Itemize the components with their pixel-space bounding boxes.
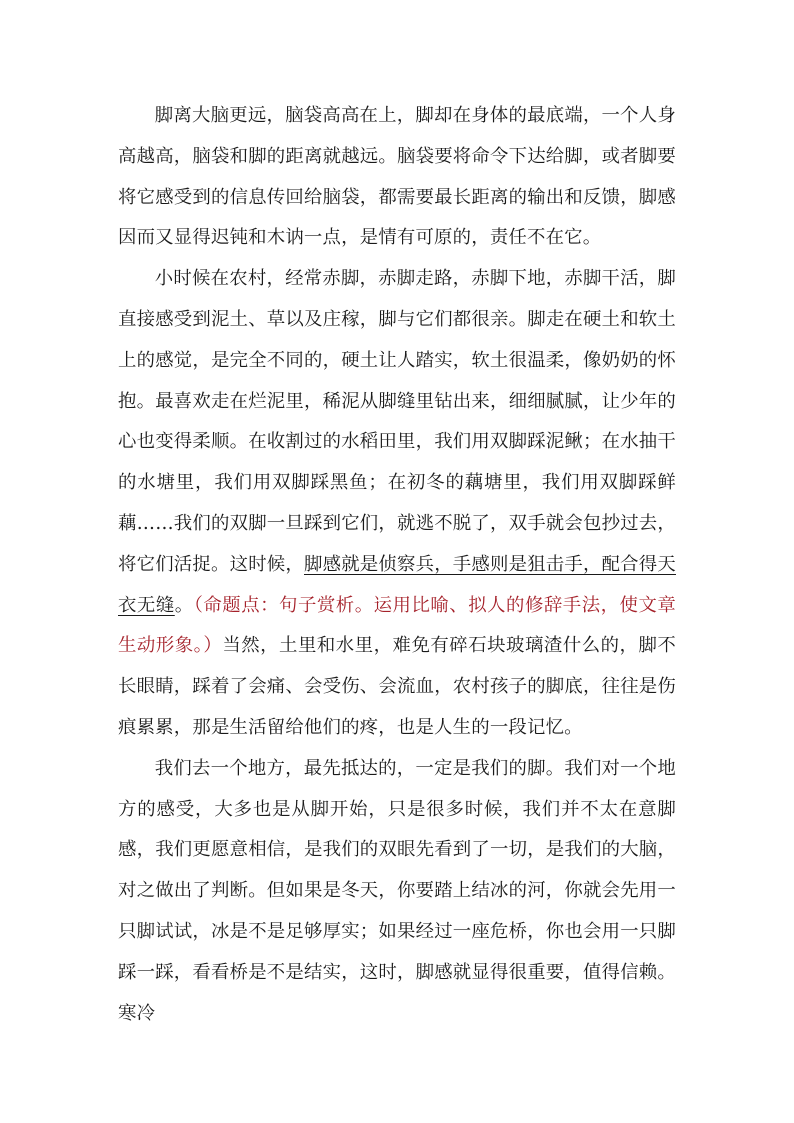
paragraph-2-text-after: 当然，土里和水里，难免有碎石块玻璃渣什么的，脚不长眼睛，踩着了会痛、会受伤、会流血，农村孩子的脚底，往往是伤痕累累，那是生活留给他们的疼，也是人生的一段记忆。 bbox=[118, 635, 676, 738]
paragraph-3 bbox=[118, 749, 676, 1035]
paragraph-2-period: 。 bbox=[174, 594, 194, 616]
paragraph-2 bbox=[118, 259, 676, 749]
paragraph-1-text: 脚离大脑更远，脑袋高高在上，脚却在身体的最底端，一个人身高越高，脑袋和脚的距离就越远。脑袋要将命令下达给脚，或者脚要将它感受到的信息传回给脑袋，都需要最长距离的输出和反馈，脚感因而又显得迟钝和木讷一点，是情有可原的，责任不在它。 bbox=[118, 105, 676, 249]
underlined-key-sentence: 脚感就是侦察兵，手感则是狙击手，配合得天衣无缝 bbox=[118, 553, 676, 616]
exam-annotation: （命题点：句子赏析。运用比喻、拟人的修辞手法，使文章生动形象。） bbox=[118, 594, 676, 657]
paragraph-3-text: 我们去一个地方，最先抵达的，一定是我们的脚。我们对一个地方的感受，大多也是从脚开始，只是很多时候，我们并不太在意脚感，我们更愿意相信，是我们的双眼先看到了一切，是我们的大脑，对之做出了判断。但如果是冬天，你要踏上结冰的河，你就会先用一只脚试试，冰是不是足够厚实；如果经过一座危桥，你也会用一只脚踩一踩，看看桥是不是结实，这时，脚感就显得很重要，值得信赖。寒冷 bbox=[118, 757, 676, 1024]
article-body bbox=[118, 96, 676, 1034]
paragraph-1 bbox=[118, 96, 676, 259]
paragraph-2-text-before: 小时候在农村，经常赤脚，赤脚走路，赤脚下地，赤脚干活，脚直接感受到泥土、草以及庄稼，脚与它们都很亲。脚走在硬土和软土上的感觉，是完全不同的，硬土让人踏实，软土很温柔，像奶奶的怀抱。最喜欢走在烂泥里，稀泥从脚缝里钻出来，细细腻腻，让少年的心也变得柔顺。在收割过的水稻田里，我们用双脚踩泥鳅；在水抽干的水塘里，我们用双脚踩黑鱼；在初冬的藕塘里，我们用双脚踩鲜藕……我们的双脚一旦踩到它们，就逃不脱了，双手就会包抄过去，将它们活捉。这时候， bbox=[118, 268, 676, 575]
